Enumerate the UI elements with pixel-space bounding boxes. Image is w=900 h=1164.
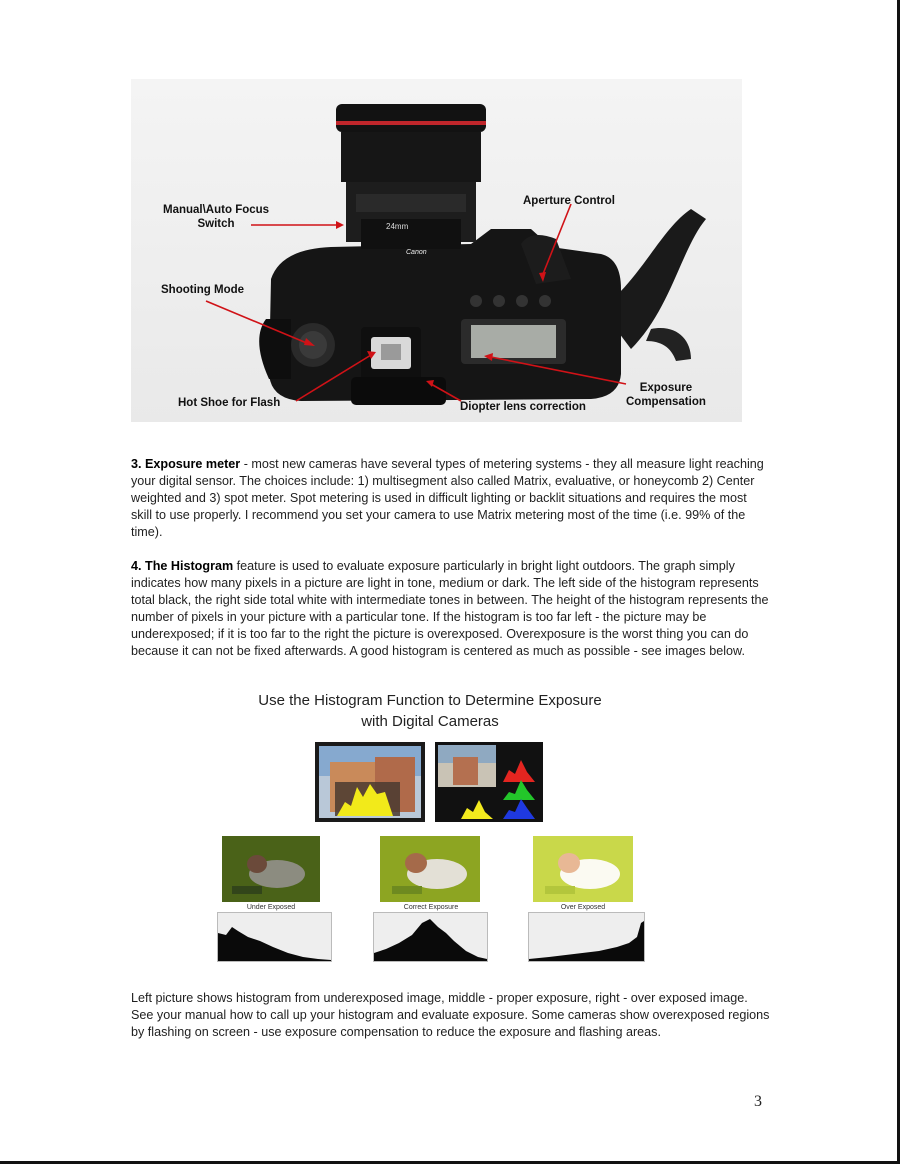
heading-histogram: 4. The Histogram: [131, 559, 234, 573]
photo-over-exposed: [533, 836, 633, 902]
histogram-figure-title-line1: Use the Histogram Function to Determine Exposure: [258, 692, 602, 709]
callout-manual-auto-focus: Manual\Auto Focus Switch: [163, 204, 270, 230]
lens-brand-text: Canon: [406, 249, 427, 256]
histogram-over-exposed: [528, 912, 645, 962]
callout-aperture-control: Aperture Control: [523, 195, 615, 207]
callout-exposure-compensation: Exposure Compensation: [626, 382, 706, 408]
rgb-histogram-screen: [435, 742, 543, 822]
heading-exposure-meter: 3. Exposure meter: [131, 457, 241, 471]
paragraph-histogram: [131, 558, 771, 660]
lens-label-text: 24mm: [386, 222, 409, 231]
paragraph-exposure-meter: [131, 456, 771, 541]
camera-photo: [131, 79, 742, 422]
callout-shooting-mode: Shooting Mode: [161, 284, 245, 296]
photo-under-exposed: [222, 836, 320, 902]
caption-under-exposed: Under Exposed: [246, 904, 296, 911]
paragraph-closing: Left picture shows histogram from underexposed image, middle - proper exposure, right - over exposed image. See your manual how to call up your histogram and evaluate exposure. Some cameras show overexposed regions by flashing on screen - use exposure compensation to reduce the exposure and flashing areas.: [131, 991, 770, 1039]
caption-correct-exposure: Correct Exposure: [403, 904, 459, 911]
exposure-meter-body: - most new cameras have several types of metering systems - they all measure light reaching your digital sensor. The choices include: 1) multisegment also called Matrix, evaluative, or honeycomb 2) Center weighted and 3) spot meter. Spot metering is used in difficult lighting or backlit situations and requires the most skill to use properly. I recommend you set your camera to use Matrix metering most of the time (i.e. 99% of the time).: [131, 457, 764, 539]
photo-correct-exposure: [380, 836, 480, 902]
callout-diopter: Diopter lens correction: [460, 401, 586, 413]
histogram-correct-exposure: [373, 912, 488, 962]
histogram-under-exposed: [217, 912, 332, 962]
callout-hot-shoe: Hot Shoe for Flash: [178, 397, 281, 409]
caption-over-exposed: Over Exposed: [560, 904, 606, 911]
camera-screen-histogram-photo: [315, 742, 425, 822]
camera-figure: [131, 79, 742, 422]
page-number: 3: [754, 1093, 762, 1110]
histogram-figure-title-line2: with Digital Cameras: [361, 713, 499, 730]
histogram-body: feature is used to evaluate exposure particularly in bright light outdoors. The graph simply indicates how many pixels in a picture are light in tone, medium or dark. The left side of the histogram represents total black, the right side total white with intermediate tones in between. The height of the histogram represents the number of pixels in your picture with a particular tone. If the histogram is too far left - the picture may be underexposed; if it is too far to the right the picture is overexposed. Overexposure is the worst thing you can do because it can not be fixed afterwards. A good histogram is centered as much as possible - see images below.: [131, 559, 769, 658]
